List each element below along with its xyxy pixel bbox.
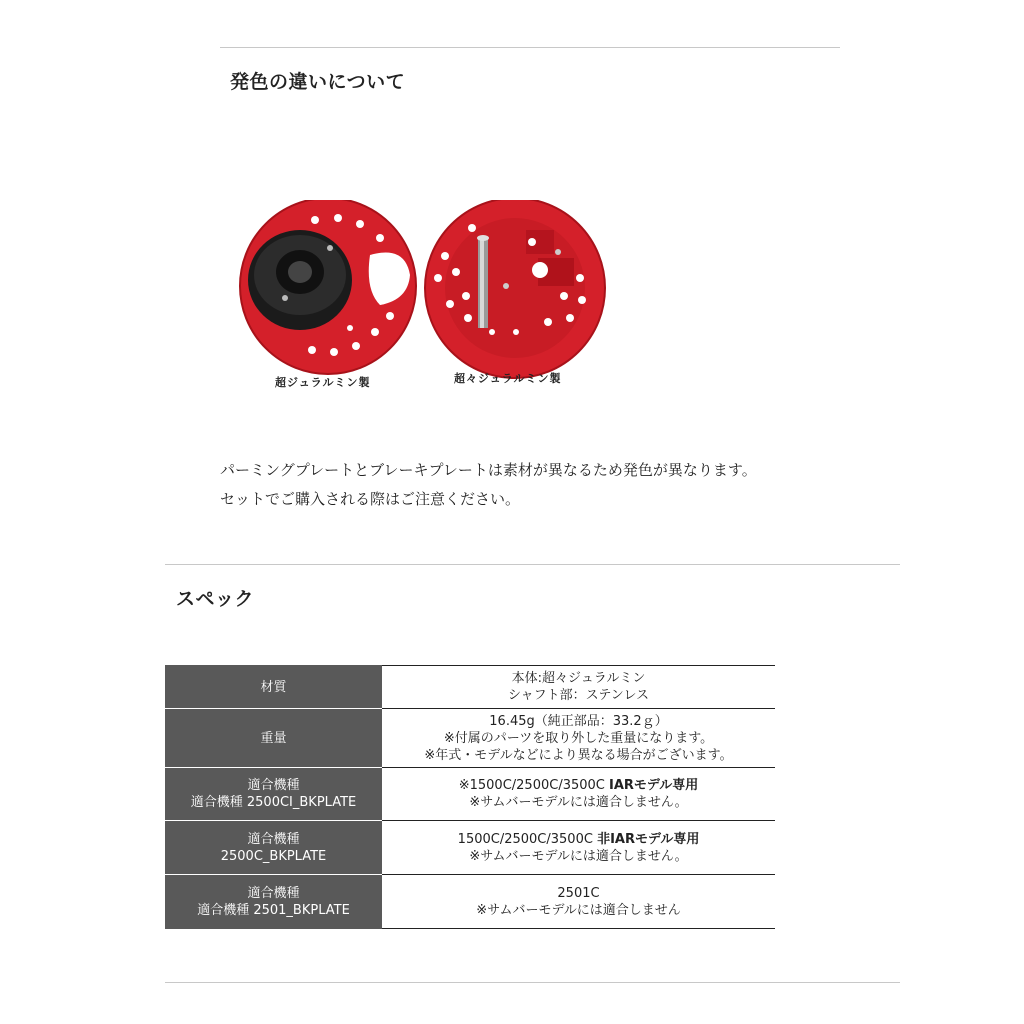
spec-table: [165, 665, 775, 929]
color-difference-heading: 発色の違いについて: [230, 71, 406, 93]
section-divider: [165, 564, 900, 565]
spec-value: 2501C ※サムバーモデルには適合しません: [382, 875, 775, 929]
palming-plate-image: [240, 200, 416, 374]
spec-label: 適合機種 2500C_BKPLATE: [165, 821, 382, 875]
palming-plate-caption: 超ジュラルミン製: [275, 376, 371, 389]
plates-photo: [230, 200, 620, 400]
spec-value: 16.45g（純正部品：33.2ｇ） ※付属のパーツを取り外した重量になります。 ※年式・モデルなどにより異なる場合がございます。: [382, 709, 775, 768]
table-row: [165, 821, 775, 875]
table-row: [165, 768, 775, 821]
brake-plate-image: [425, 200, 605, 378]
color-note-line: パーミングプレートとブレーキプレートは素材が異なるため発色が異なります。: [220, 461, 757, 479]
spec-label: 重量: [165, 709, 382, 768]
table-row: [165, 875, 775, 929]
spec-value: 本体:超々ジュラルミン シャフト部：ステンレス: [382, 666, 775, 709]
spec-label: 適合機種 適合機種 2501_BKPLATE: [165, 875, 382, 929]
spec-value: 1500C/2500C/3500C 非IARモデル専用 ※サムバーモデルには適合しません。: [382, 821, 775, 875]
spec-label: 材質: [165, 666, 382, 709]
bottom-divider: [165, 982, 900, 983]
color-note: [220, 456, 757, 514]
top-divider: [220, 47, 840, 48]
table-row: [165, 709, 775, 768]
spec-value: ※1500C/2500C/3500C IARモデル専用 ※サムバーモデルには適合しません。: [382, 768, 775, 821]
table-row: [165, 666, 775, 709]
color-note-line: セットでご購入される際はご注意ください。: [220, 490, 521, 508]
brake-plate-caption: 超々ジュラルミン製: [454, 372, 562, 385]
spec-label: 適合機種 適合機種 2500CI_BKPLATE: [165, 768, 382, 821]
spec-heading: スペック: [176, 588, 255, 610]
